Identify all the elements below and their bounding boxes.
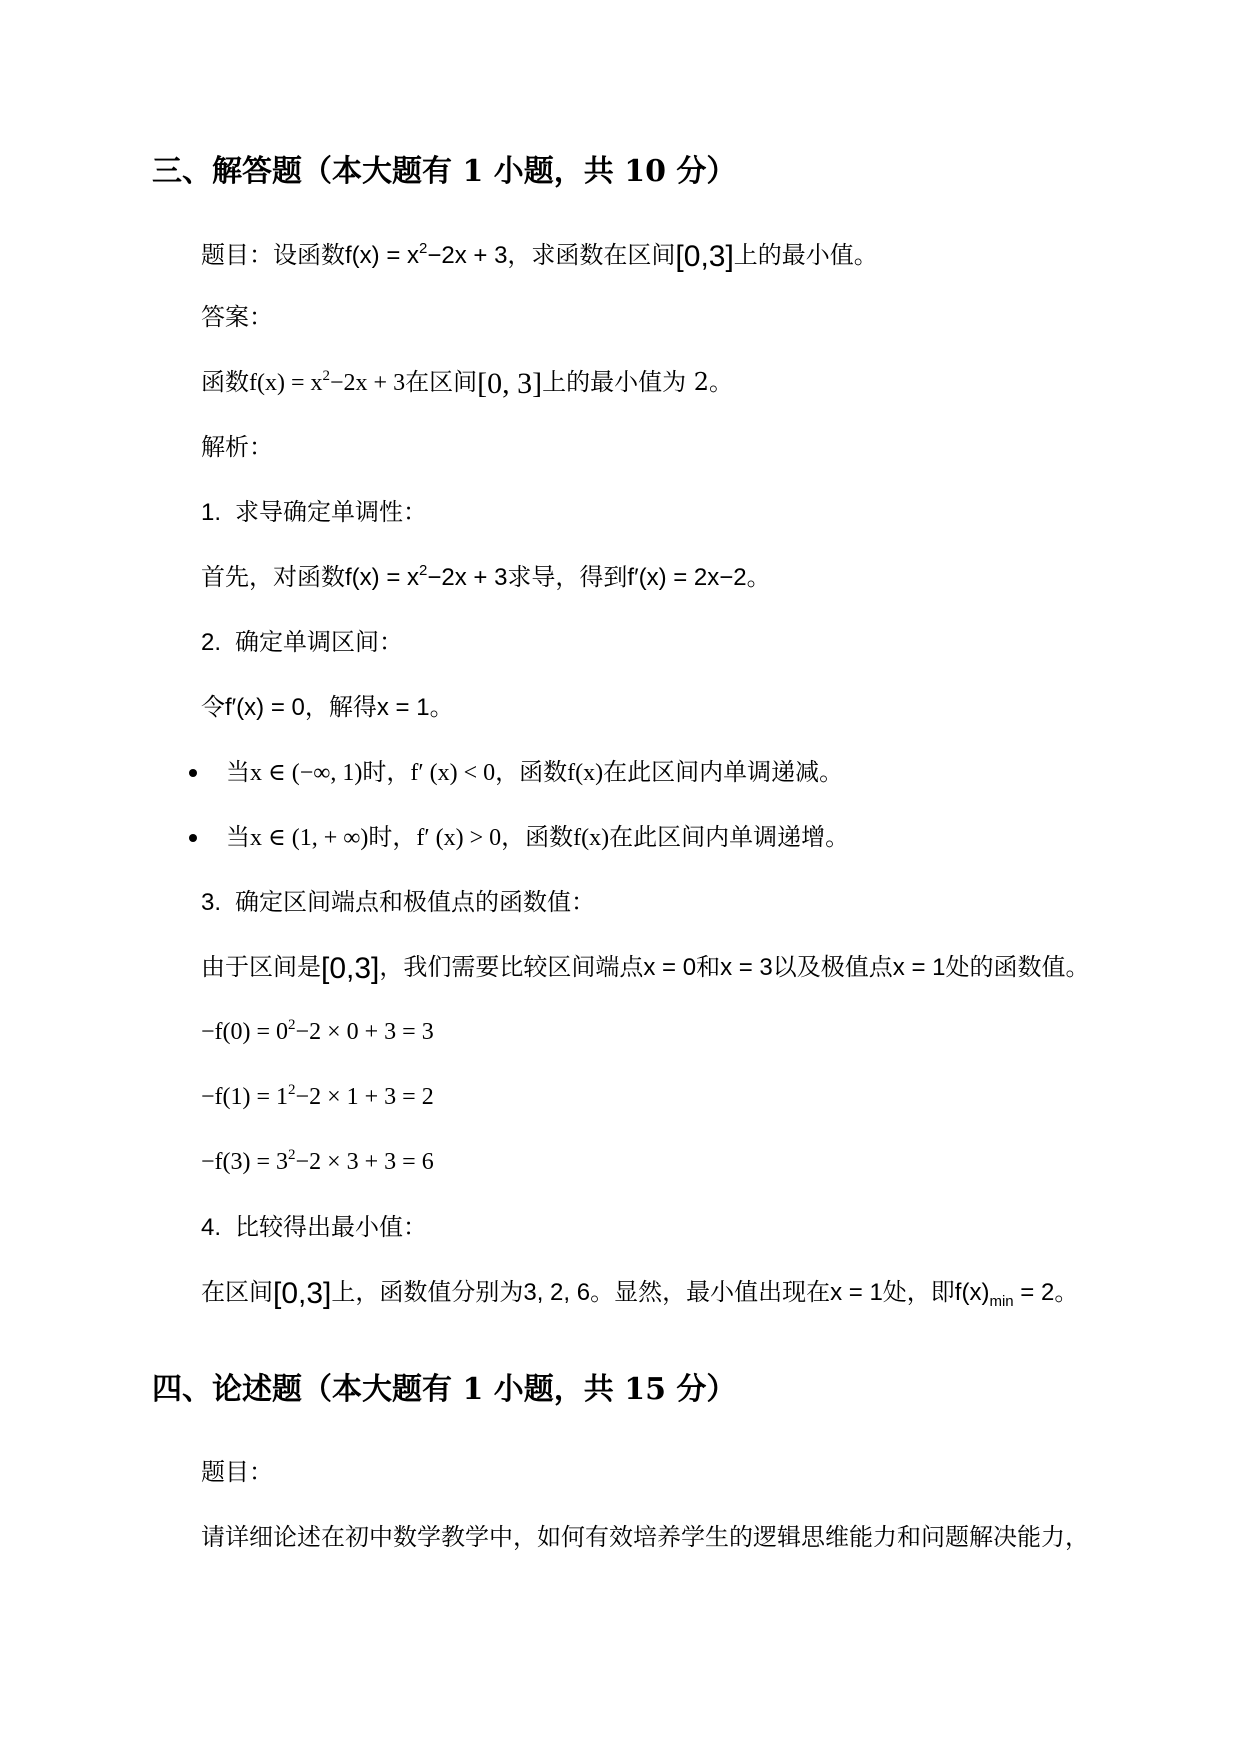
function-expr: $f(x) = x^2-2x + 3$ (345, 240, 508, 269)
function-expr: $f(x) = x^2-2x + 3$ (249, 368, 406, 396)
interval-expr: [0,3] (321, 952, 380, 985)
answer-label: 答案： (201, 303, 273, 331)
evaluation-line: $-f(3) = 3^2-2 \times 3 + 3 = 6$ (201, 1147, 434, 1175)
derivative-eq: f′(x) = 0 (225, 694, 305, 721)
step-1-title: 1. 求导确定单调性： (201, 498, 427, 526)
step-2-title: 2. 确定单调区间： (201, 628, 403, 656)
question-label: 题目：设函数 (201, 241, 345, 269)
function-expr: f(x) (567, 760, 604, 786)
bullet-dot (189, 834, 197, 842)
derivative-expr: f′ (x) > 0 (416, 825, 502, 851)
section-3-heading: 三、解答题（本大题有 1 小题，共 10 分） (152, 154, 737, 189)
answer-line: 函数$f(x) = x^2-2x + 3$在区间[0, 3]上的最小值为 2。 (201, 367, 733, 400)
function-expr: f(x) (573, 825, 610, 851)
derivative-expr: f′(x) = 2x−2 (627, 564, 747, 591)
analysis-label: 解析： (201, 433, 273, 461)
step-2-text: 令f′(x) = 0，解得x = 1。 (201, 693, 454, 721)
section-4-heading: 四、论述题（本大题有 1 小题，共 15 分） (152, 1372, 737, 1407)
interval-expr: [0,3] (675, 240, 734, 273)
derivative-expr: f′ (x) < 0 (410, 760, 496, 786)
step-4-text: 在区间[0,3]上，函数值分别为3, 2, 6。显然，最小值出现在x = 1处，即$f(x)_{min} = 2$。 (201, 1277, 1079, 1310)
evaluation-line: $-f(0) = 0^2-2 \times 0 + 3 = 3$ (201, 1017, 434, 1045)
values-list: 3, 2, 6 (523, 1279, 591, 1306)
evaluation-line: $-f(1) = 1^2-2 \times 1 + 3 = 2$ (201, 1082, 434, 1110)
section-4-question-label: 题目： (201, 1458, 273, 1486)
function-expr: $f(x) = x^2-2x + 3$ (345, 562, 508, 591)
solution-expr: x = 1 (376, 694, 430, 721)
interval-expr: [0,3] (273, 1277, 332, 1310)
step-4-title: 4. 比较得出最小值： (201, 1213, 427, 1241)
section-4-question-text: 请详细论述在初中数学教学中，如何有效培养学生的逻辑思维能力和问题解决能力， (201, 1523, 1089, 1551)
list-item: 当x ∈ (1, + ∞)时，f′ (x) > 0，函数f(x)在此区间内单调递增。 (226, 823, 850, 851)
condition-expr: x ∈ (1, + ∞) (250, 825, 369, 851)
step-3-text: 由于区间是[0,3]，我们需要比较区间端点x = 0和x = 3以及极值点x = 1处的函数值。 (201, 952, 1090, 985)
step-3-title: 3. 确定区间端点和极值点的函数值： (201, 888, 595, 916)
list-item: 当x ∈ (−∞, 1)时，f′ (x) < 0，函数f(x)在此区间内单调递减。 (226, 758, 844, 786)
condition-expr: x ∈ (−∞, 1) (250, 760, 363, 786)
step-1-text: 首先，对函数$f(x) = x^2-2x + 3$求导，得到f′(x) = 2x−2。 (201, 562, 771, 591)
min-expr: $f(x)_{min} = 2$ (954, 1279, 1055, 1310)
bullet-dot (189, 769, 197, 777)
interval-expr: [0, 3] (477, 367, 543, 400)
question-line: 题目：设函数$f(x) = x^2-2x + 3$，求函数在区间[0,3]上的最小值。 (201, 240, 878, 273)
